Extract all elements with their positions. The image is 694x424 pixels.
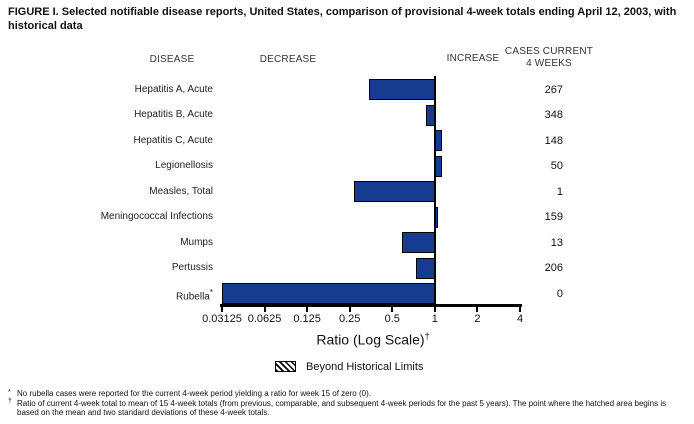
disease-label-mumps: Mumps	[180, 236, 213, 248]
bar-meningococcal-infections	[435, 207, 438, 228]
axis-tick-label-2: 2	[474, 313, 481, 325]
beyond-historical-limits-hatch-swatch	[275, 361, 296, 372]
bar-legionellosis	[435, 156, 442, 177]
axis-tick-label-0.5: 0.5	[384, 313, 400, 325]
footnote-asterisk-text: No rubella cases were reported for the current 4-week period yielding a ratio for week 15 of zero (0).	[17, 389, 371, 398]
axis-tick-0.125	[306, 307, 308, 312]
column-header-cases-current-4-weeks	[505, 46, 593, 69]
disease-label-meningococcal-infections: Meningococcal Infections	[100, 211, 213, 222]
legend-label: Beyond Historical Limits	[306, 360, 424, 373]
x-axis-label	[316, 331, 429, 348]
disease-label-hepatitis-b-acute: Hepatitis B, Acute	[134, 109, 213, 120]
column-header-decrease: DECREASE	[259, 54, 317, 65]
cases-value-legionellosis: 50	[550, 160, 563, 172]
bar-pertussis	[416, 258, 434, 279]
cases-value-measles-total: 1	[556, 185, 563, 198]
bar-rubella	[222, 283, 435, 304]
cases-value-meningococcal-infections: 159	[544, 211, 563, 223]
disease-label-measles-total: Measles, Total	[149, 185, 213, 197]
axis-tick-2	[476, 307, 478, 312]
axis-tick-label-0.125: 0.125	[293, 313, 321, 325]
axis-tick-0.25	[349, 307, 351, 312]
legend	[275, 358, 423, 376]
footnote-ratio-definition	[8, 399, 690, 418]
disease-label-rubella: Rubella*	[175, 287, 213, 302]
x-axis-label-text: Ratio (Log Scale)	[316, 331, 425, 348]
axis-tick-0.0625	[264, 307, 266, 312]
column-header-disease: DISEASE	[149, 54, 195, 65]
bar-measles-total	[354, 181, 434, 202]
axis-tick-label-0.0625: 0.0625	[247, 313, 282, 325]
footnote-rubella	[8, 389, 690, 399]
disease-label-hepatitis-a-acute: Hepatitis A, Acute	[134, 83, 213, 95]
axis-tick-0.03125	[221, 307, 223, 312]
bar-mumps	[402, 232, 434, 253]
footnote-dagger-marker: †	[8, 398, 12, 405]
cases-value-mumps: 13	[550, 236, 563, 249]
axis-tick-label-0.25: 0.25	[338, 313, 361, 325]
footnote-dagger-text: Ratio of current 4-week total to mean of 15 4-week totals (from previous, comparable, and subsequent 4-week periods for the past 5 years). The point where the hatched area begins is based on the mean and two standard deviations of these 4-week totals.	[17, 398, 667, 417]
axis-tick-label-0.03125: 0.03125	[202, 313, 242, 325]
disease-label-pertussis: Pertussis	[171, 262, 213, 273]
axis-tick-0.5	[391, 307, 393, 312]
x-axis-label-dagger: †	[424, 331, 430, 341]
column-header-cases-line1: CASES CURRENT	[504, 46, 594, 57]
figure-title: FIGURE I. Selected notifiable disease reports, United States, comparison of provisional 4-week totals ending April 12, 2003, with historical data	[8, 6, 677, 32]
disease-footnote-marker: *	[209, 287, 213, 297]
axis-tick-label-1: 1	[431, 313, 438, 325]
axis-tick-1	[434, 307, 436, 312]
cases-value-hepatitis-a-acute: 267	[544, 83, 563, 96]
cases-value-hepatitis-c-acute: 148	[544, 134, 563, 147]
bar-hepatitis-c-acute	[435, 130, 442, 151]
footnote-asterisk-marker: *	[8, 388, 11, 396]
bar-hepatitis-a-acute	[369, 79, 435, 100]
bar-hepatitis-b-acute	[426, 105, 435, 126]
column-header-increase: INCREASE	[446, 53, 500, 64]
disease-label-hepatitis-c-acute: Hepatitis C, Acute	[133, 134, 213, 146]
footnotes	[8, 389, 690, 418]
column-header-cases-line2: 4 WEEKS	[526, 57, 572, 69]
axis-tick-4	[519, 307, 521, 312]
cases-value-pertussis: 206	[544, 262, 563, 274]
axis-tick-label-4: 4	[516, 313, 524, 325]
cases-value-rubella: 0	[556, 287, 563, 300]
disease-label-legionellosis: Legionellosis	[155, 160, 213, 171]
cases-value-hepatitis-b-acute: 348	[544, 109, 563, 121]
